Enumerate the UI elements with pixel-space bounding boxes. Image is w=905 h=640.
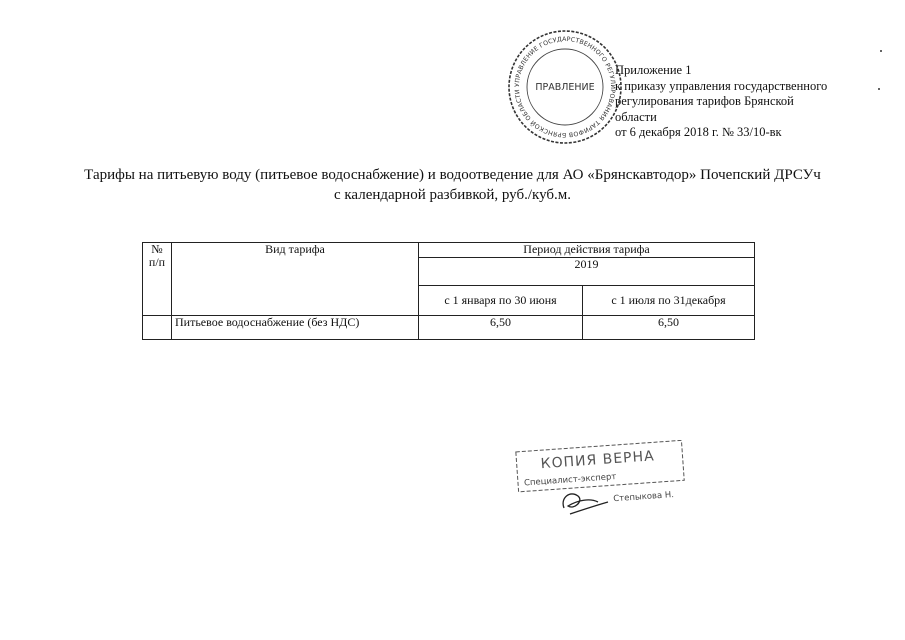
seal-center-text: ПРАВЛЕНИЕ (535, 82, 595, 93)
stamp-position-text: Специалист-эксперт (523, 472, 617, 489)
header-number: № п/п (143, 243, 172, 316)
signature-mark (563, 494, 608, 514)
stamp-copy-text: КОПИЯ ВЕРНА (540, 448, 656, 473)
scan-speck (878, 88, 880, 90)
scan-speck (880, 50, 882, 52)
row-value-1: 6,50 (419, 316, 583, 340)
annex-line: регулирования тарифов Брянской (615, 94, 794, 109)
title-line: с календарной разбивкой, руб./куб.м. (333, 187, 572, 203)
annex-line: области (615, 109, 657, 124)
row-value-2: 6,50 (583, 316, 755, 340)
annex-header (615, 63, 827, 141)
annex-line: Приложение 1 (615, 63, 692, 77)
title-line: Тарифы на питьевую воду (питьевое водоснабжение) и водоотведение для АО «Брянскавтодор» Почепский ДРСУч (84, 167, 821, 183)
copy-certification-stamp (512, 440, 692, 522)
header-type: Вид тарифа (172, 243, 419, 316)
header-period-2: с 1 июля по 31декабря (583, 286, 755, 316)
header-year: 2019 (419, 258, 755, 286)
table-row (143, 316, 755, 340)
annex-line: к приказу управления государственного (615, 78, 828, 93)
annex-line: от 6 декабря 2018 г. № 33/10-вк (615, 125, 782, 140)
stamp-signer-text: Степыкова Н. (613, 490, 675, 505)
row-number (143, 316, 172, 340)
seal-ring-text: УПРАВЛЕНИЕ ГОСУДАРСТВЕННОГО РЕГУЛИРОВАНИЯ ТАРИФОВ БРЯНСКОЙ ОБЛАСТИ (513, 35, 617, 139)
official-seal (506, 28, 624, 146)
tariff-table (142, 242, 755, 340)
header-period: Период действия тарифа (419, 243, 755, 258)
document-title (60, 165, 845, 205)
row-type: Питьевое водоснабжение (без НДС) (172, 316, 419, 340)
header-period-1: с 1 января по 30 июня (419, 286, 583, 316)
